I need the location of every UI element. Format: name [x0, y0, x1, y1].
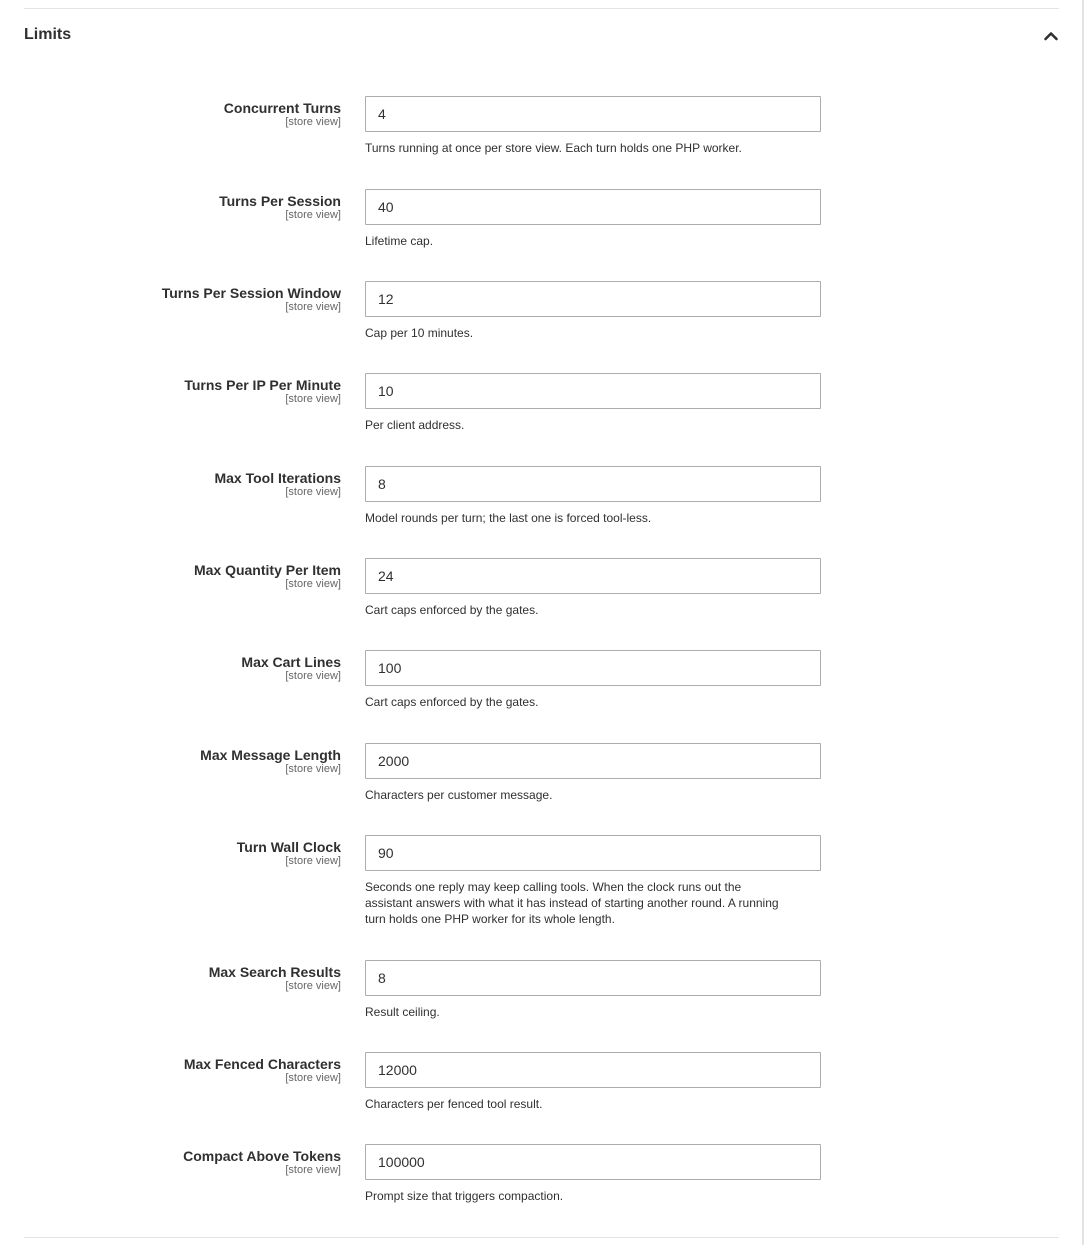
scope-label: [store view]	[285, 301, 341, 313]
field-label: Max Search Results	[208, 964, 341, 980]
field-label: Max Cart Lines	[241, 654, 341, 670]
field-note: Per client address.	[365, 418, 465, 432]
max-message-length-input[interactable]	[365, 743, 821, 779]
scope-label: [store view]	[285, 393, 341, 405]
field-label: Max Message Length	[200, 747, 341, 763]
field-label: Max Quantity Per Item	[193, 562, 341, 578]
field-label-group	[24, 1144, 341, 1176]
turn-wall-clock-input[interactable]	[365, 835, 821, 871]
field-label: Concurrent Turns	[223, 100, 341, 116]
scope-label: [store view]	[285, 209, 341, 221]
turns-per-session-input[interactable]	[365, 189, 821, 225]
field-label: Turns Per Session Window	[161, 285, 341, 301]
scope-label: [store view]	[285, 763, 341, 775]
field-label-group	[24, 650, 341, 682]
section-divider-bottom	[24, 1237, 1059, 1238]
max-fenced-characters-input[interactable]	[365, 1052, 821, 1088]
turns-per-session-window-input[interactable]	[365, 281, 821, 317]
field-note: Cart caps enforced by the gates.	[365, 695, 539, 709]
field-label: Max Fenced Characters	[183, 1056, 341, 1072]
max-cart-lines-input[interactable]	[365, 650, 821, 686]
field-note: Cart caps enforced by the gates.	[365, 603, 539, 617]
field-label: Turns Per IP Per Minute	[184, 377, 341, 393]
field-label: Turns Per Session	[219, 193, 341, 209]
field-label-group	[24, 281, 341, 313]
field-note: Seconds one reply may keep calling tools. When the clock runs out the assistant answers with what it has instead of starting another round. A running turn holds one PHP worker for its whole length.	[365, 880, 779, 926]
field-note: Characters per fenced tool result.	[365, 1097, 543, 1111]
scope-label: [store view]	[285, 1164, 341, 1176]
field-note: Result ceiling.	[365, 1005, 440, 1019]
field-note: Model rounds per turn; the last one is forced tool-less.	[365, 511, 652, 525]
chevron-up-icon[interactable]	[1043, 28, 1059, 44]
max-tool-iterations-input[interactable]	[365, 466, 821, 502]
concurrent-turns-input[interactable]	[365, 96, 821, 132]
field-label-group	[24, 373, 341, 405]
scope-label: [store view]	[285, 116, 341, 128]
compact-above-tokens-input[interactable]	[365, 1144, 821, 1180]
field-label-group	[24, 96, 341, 128]
scope-label: [store view]	[285, 486, 341, 498]
scope-label: [store view]	[285, 1072, 341, 1084]
field-note: Cap per 10 minutes.	[365, 326, 474, 340]
scope-label: [store view]	[285, 855, 341, 867]
scope-label: [store view]	[285, 578, 341, 590]
field-label-group	[24, 960, 341, 992]
field-note: Lifetime cap.	[365, 234, 434, 248]
max-search-results-input[interactable]	[365, 960, 821, 996]
field-label: Turn Wall Clock	[236, 839, 341, 855]
field-note: Turns running at once per store view. Each turn holds one PHP worker.	[365, 141, 742, 155]
scope-label: [store view]	[285, 980, 341, 992]
field-label: Compact Above Tokens	[183, 1148, 341, 1164]
field-label-group	[24, 835, 341, 867]
field-note: Characters per customer message.	[365, 788, 553, 802]
section-divider-top	[24, 8, 1059, 9]
field-label-group	[24, 466, 341, 498]
field-label-group	[24, 743, 341, 775]
field-note: Prompt size that triggers compaction.	[365, 1189, 564, 1203]
limits-section-header[interactable]	[24, 20, 1059, 52]
field-label-group	[24, 1052, 341, 1084]
field-label: Max Tool Iterations	[214, 470, 341, 486]
section-title: Limits	[24, 26, 72, 43]
max-quantity-per-item-input[interactable]	[365, 558, 821, 594]
scope-label: [store view]	[285, 670, 341, 682]
turns-per-ip-per-minute-input[interactable]	[365, 373, 821, 409]
field-label-group	[24, 558, 341, 590]
field-label-group	[24, 189, 341, 221]
